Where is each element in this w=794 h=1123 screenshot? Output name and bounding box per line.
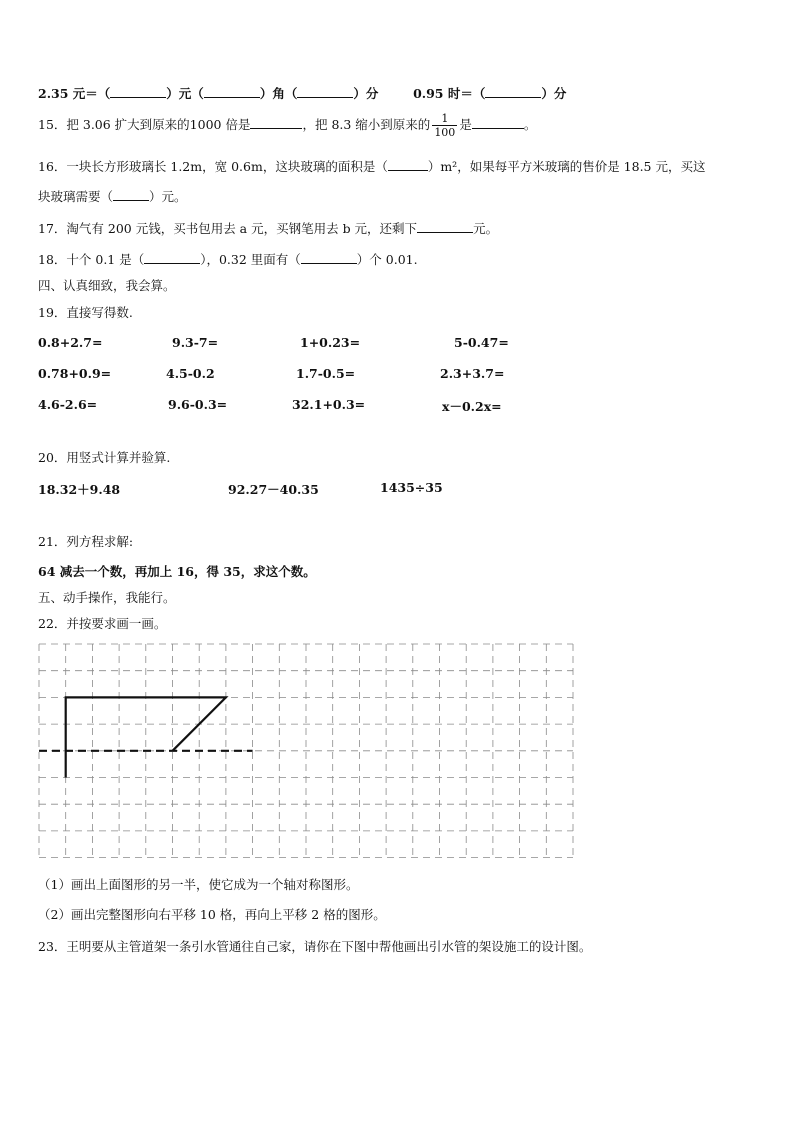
- calc-item: 4.5-0.2: [166, 366, 215, 381]
- question-21-text: 64 减去一个数，再加上 16，得 35，求这个数。: [38, 564, 316, 579]
- question-22-subtask-2: （2）画出完整图形向右平移 10 格，再向上平移 2 格的图形。: [38, 907, 386, 922]
- calc-item: 1+0.23=: [300, 335, 361, 350]
- q14-jiao: ）角（: [259, 86, 298, 101]
- answer-blank[interactable]: [388, 158, 428, 171]
- vertical-calc-item: 1435÷35: [380, 480, 443, 495]
- question-14: [38, 84, 566, 102]
- calc-item: 0.8+2.7=: [38, 335, 103, 350]
- q18-text-c: ）个 0.01.: [356, 252, 418, 267]
- answer-blank[interactable]: [301, 251, 357, 264]
- section-5-heading: 五、动手操作，我能行。: [38, 590, 176, 605]
- q14-hours-prefix: 0.95 时＝（: [413, 86, 486, 101]
- q16-text-c: 块玻璃需要（: [38, 189, 114, 204]
- q15-text-a: 15．把 3.06 扩大到原来的1000 倍是: [38, 117, 251, 132]
- q18-text-b: ），0.32 里面有（: [200, 252, 301, 267]
- q15-text-c: 是: [459, 117, 472, 132]
- question-20-title: 20．用竖式计算并验算.: [38, 450, 171, 465]
- answer-blank[interactable]: [472, 116, 524, 129]
- q16-text-a: 16．一块长方形玻璃长 1.2m，宽 0.6m，这块玻璃的面积是（: [38, 159, 388, 174]
- calc-item: 0.78+0.9=: [38, 366, 112, 381]
- calc-item: 2.3+3.7=: [440, 366, 505, 381]
- q17-text-a: 17．淘气有 200 元钱，买书包用去 a 元，买钢笔用去 b 元，还剩下: [38, 221, 418, 236]
- answer-blank[interactable]: [113, 188, 149, 201]
- question-22-title: 22．并按要求画一画。: [38, 616, 167, 631]
- answer-blank[interactable]: [110, 85, 166, 98]
- question-22-subtask-1: （1）画出上面图形的另一半，使它成为一个轴对称图形。: [38, 877, 359, 892]
- calc-item: 5-0.47=: [454, 335, 509, 350]
- answer-blank[interactable]: [250, 116, 302, 129]
- q14-fen: ）分: [353, 86, 379, 101]
- vertical-calc-item: 92.27－40.35: [228, 482, 319, 497]
- q15-text-b: ，把 8.3 缩小到原来的: [302, 117, 431, 132]
- question-23: 23．王明要从主管道架一条引水管通往自己家，请你在下图中帮他画出引水管的架设施工的设计图。: [38, 939, 592, 954]
- fraction-denominator: 100: [434, 126, 456, 139]
- calc-item: 32.1+0.3=: [292, 397, 366, 412]
- drawing-grid[interactable]: [38, 643, 574, 859]
- question-15: [38, 112, 536, 139]
- fraction-numerator: 1: [432, 112, 457, 126]
- q18-text-a: 18．十个 0.1 是（: [38, 252, 145, 267]
- answer-blank[interactable]: [485, 85, 541, 98]
- answer-blank[interactable]: [297, 85, 353, 98]
- question-16-line1: [38, 157, 705, 175]
- section-4-heading: 四、认真细致，我会算。: [38, 278, 176, 293]
- calc-item: 9.6-0.3=: [168, 397, 228, 412]
- question-18: [38, 250, 418, 268]
- answer-blank[interactable]: [204, 85, 260, 98]
- fraction: [432, 112, 457, 139]
- calc-item: 4.6-2.6=: [38, 397, 98, 412]
- question-17: [38, 219, 498, 237]
- q14-prefix: 2.35 元＝（: [38, 86, 111, 101]
- vertical-calc-item: 18.32＋9.48: [38, 482, 121, 497]
- calc-item: x－0.2x=: [442, 399, 502, 414]
- answer-blank[interactable]: [417, 220, 473, 233]
- q15-text-d: 。: [523, 117, 537, 132]
- calc-item: 1.7-0.5=: [296, 366, 356, 381]
- q14-yuan: ）元（: [166, 86, 204, 101]
- answer-blank[interactable]: [144, 251, 200, 264]
- q16-text-b: ）m²，如果每平方米玻璃的售价是 18.5 元，买这: [427, 159, 706, 174]
- question-21-title: 21．列方程求解:: [38, 534, 134, 549]
- q17-text-b: 元。: [473, 221, 499, 236]
- q14-hours-end: ）分: [541, 86, 567, 101]
- question-16-line2: [38, 187, 187, 205]
- question-19-title: 19．直接写得数.: [38, 305, 133, 320]
- calc-item: 9.3-7=: [172, 335, 219, 350]
- q16-text-d: ）元。: [149, 189, 187, 204]
